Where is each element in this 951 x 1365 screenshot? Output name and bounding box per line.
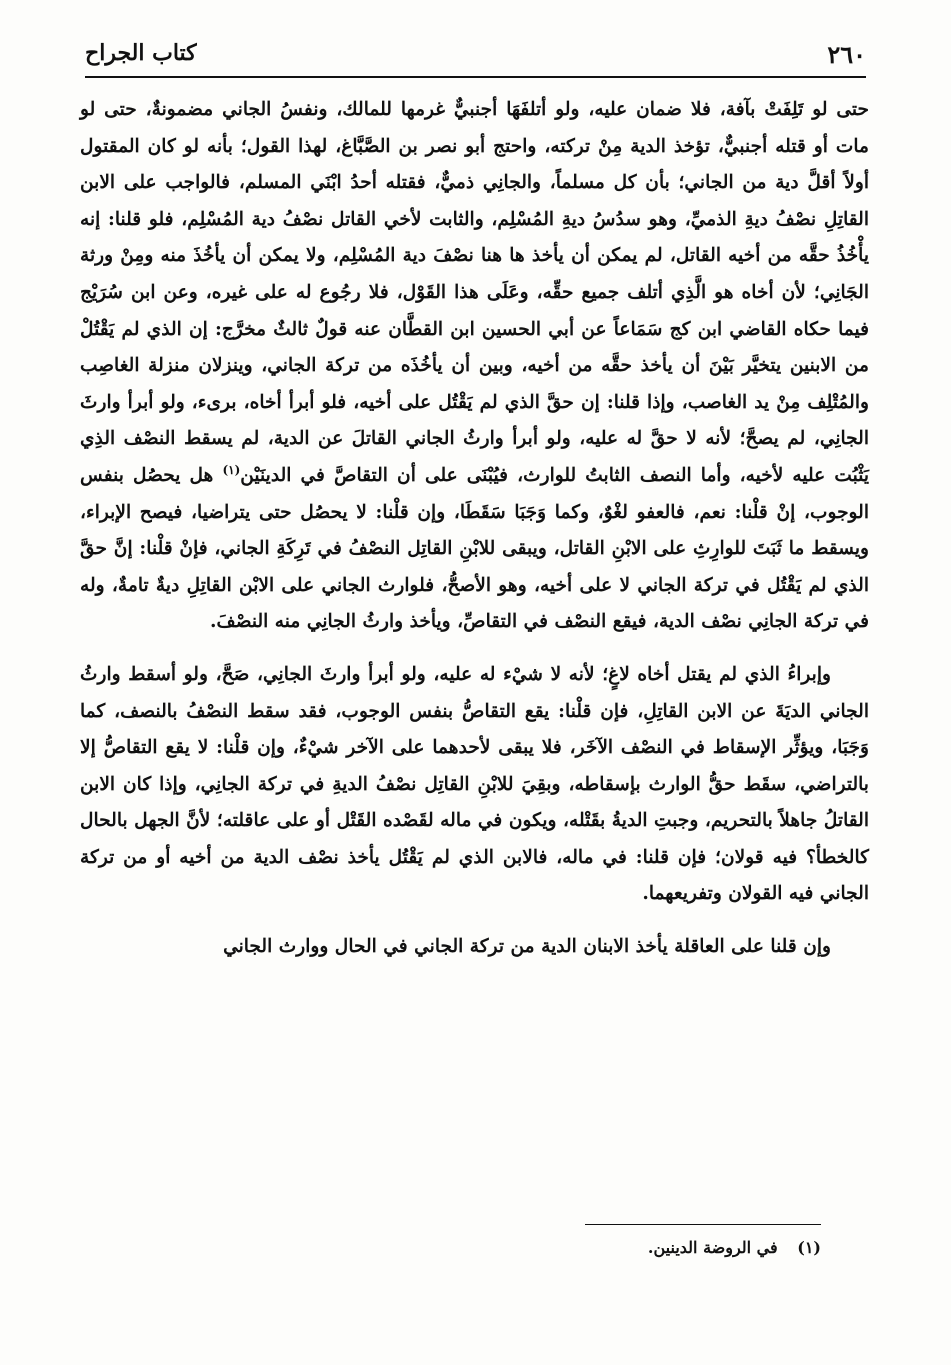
page-number: ٢٦٠: [827, 40, 866, 69]
book-title: كتاب الجراح: [85, 40, 197, 66]
page-header: [85, 36, 866, 78]
footnote-text: في الروضة الدينين.: [647, 1238, 778, 1257]
paragraph-2: وإبراءُ الذي لم يقتل أخاه لاغٍ؛ لأنه لا شيْء له عليه، ولو أبرأ وارثَ الجانِي، صَحَّ، ولو أسقط وارثُ الجاني الديَةَ عن الابن القاتِلِ، فإن قلْنا: يقع التقاصُّ بنفس الوجوب، فقد سقط النصْفُ بالنصف، كما وَجَبَا، ويؤثِّر الإسقاط في النصْف الآخَر، فلا يبقى لأحدهما على الآخر شيْءٌ، وإن قلْنا: لا يقع التقاصُّ إلا بالتراضي، سقَط حقُّ الوارث بإسقاطه، وبقِيَ للابْنِ القاتِل نصْفُ الديةِ في تركة الجانِي، وإذا كان الابن القاتلُ جاهلاً بالتحريم، وجبتِ الديةُ بقَتْله، ويكون في ماله لقَصْده القَتْل أو على عاقلته؛ لأنَّ الجهل بالحال كالخطأ؟ فيه قولان؛ فإن قلنا: في ماله، فالابن الذي لم يَقْتُل يأخذ نصْف الدية من أخيه أو من تركة الجاني فيه القولان وتفريعهما.: [80, 663, 869, 905]
footnote-divider: [585, 1224, 821, 1225]
footnote: [300, 1238, 821, 1257]
paragraph-1: [80, 92, 869, 641]
paragraph-3: وإن قلنا على العاقلة يأخذ الابنان الدية من تركة الجاني في الحال ووارث الجاني: [223, 936, 831, 958]
footnote-reference: (١): [222, 462, 241, 477]
footnote-number: (١): [797, 1238, 821, 1257]
paragraph-1-part-2: هل يحصُل بنفس الوجوب، إنْ قلْنا: نعم، فالعفو لغْوٌ، وكما وَجَبَا سَقَطَا، وإن قلْنا: لا يحصُل حتى يتراضيا، فيصح الإبراء، ويسقط ما ثَبَتَ للوارِثِ على الابْنِ القاتل، ويبقى للابْنِ القاتِل النصْفُ في تَرِكَةِ الجاني، فإنْ قلْنا: إنَّ حقَّ الذي لم يَقْتُل في تركة الجاني لا على أخيه، وهو الأصحُّ، فلوارث الجاني على الابْن القاتِلِ ديةٌ تامةٌ، وله في تركة الجانِي نصْف الدية، فيقع النصْف في التقاصِّ، ويأخذ وارثُ الجانِي منه النصْفَ.: [80, 464, 869, 633]
body-text: [80, 92, 869, 966]
paragraph-1-part-1: حتى لو تَلِفَتْ بآفة، فلا ضمان عليه، ولو أتلفَهَا أجنبيٌّ غرمها للمالك، ونفسُ الجاني مضمونةٌ، حتى لو مات أو قتله أجنبيٌّ، تؤخذ الدية مِنْ تركته، واحتج أبو نصر بن الصَّبَّاغ، لهذا القول؛ بأنه لو كان المقتول أولاً أقلَّ دية من الجاني؛ بأن كل مسلماً، والجانِي ذميٌّ، فقتله أحدُ ابْنَي المسلم، فالواجب على الابن القاتِلِ نصْفُ ديةِ الذميِّ، وهو سدُسُ ديةِ المُسْلِم، والثابت لأخي القاتل نصْفُ دية المُسْلِم، فلو قلنا: إنه يأْخُذُ حقَّه من أخيه القاتل، لم يمكن أن يأخذ ها هنا نصْفَ دية المُسْلِم، ولا يمكن أن يأخُذَ منه ومِنْ ورثة الجَانِي؛ لأن أخاه هو الَّذِي أتلف جميع حقِّه، وعَلَى هذا القَوْل، فلا رجُوع له على غيره، وعن ابن سُرَيْج فيما حكاه القاضي ابن كج سَمَاعاً عن أبي الحسين ابن القطَّان عنه قولٌ ثالثٌ مخرَّج: إن الذي لم يَقْتُلْ من الابنين يتخيَّر بَيْنَ أن يأخذ حقَّه من أخيه، وبين أن يأخُذَه من تركة الجاني، وينزلان منزلة الغاصِب والمُتْلِف مِنْ يد الغاصب، وإذا قلنا: إن حقَّ الذي لم يَقْتُل على أخيه، فلو أبرأ أخاه، برىء، ولو أبرأ وارثَ الجانِي، لم يصحَّ؛ لأنه لا حقَّ له عليه، ولو أبرأ وارثُ الجاني القاتلَ عن الدية، لم يسقط النصْف الذِي يَثْبُت عليه لأخيه، وأما النصف الثابتُ للوارث، فيُبْنَى على أن التقاصَّ في الدينَيْن: [80, 99, 869, 486]
